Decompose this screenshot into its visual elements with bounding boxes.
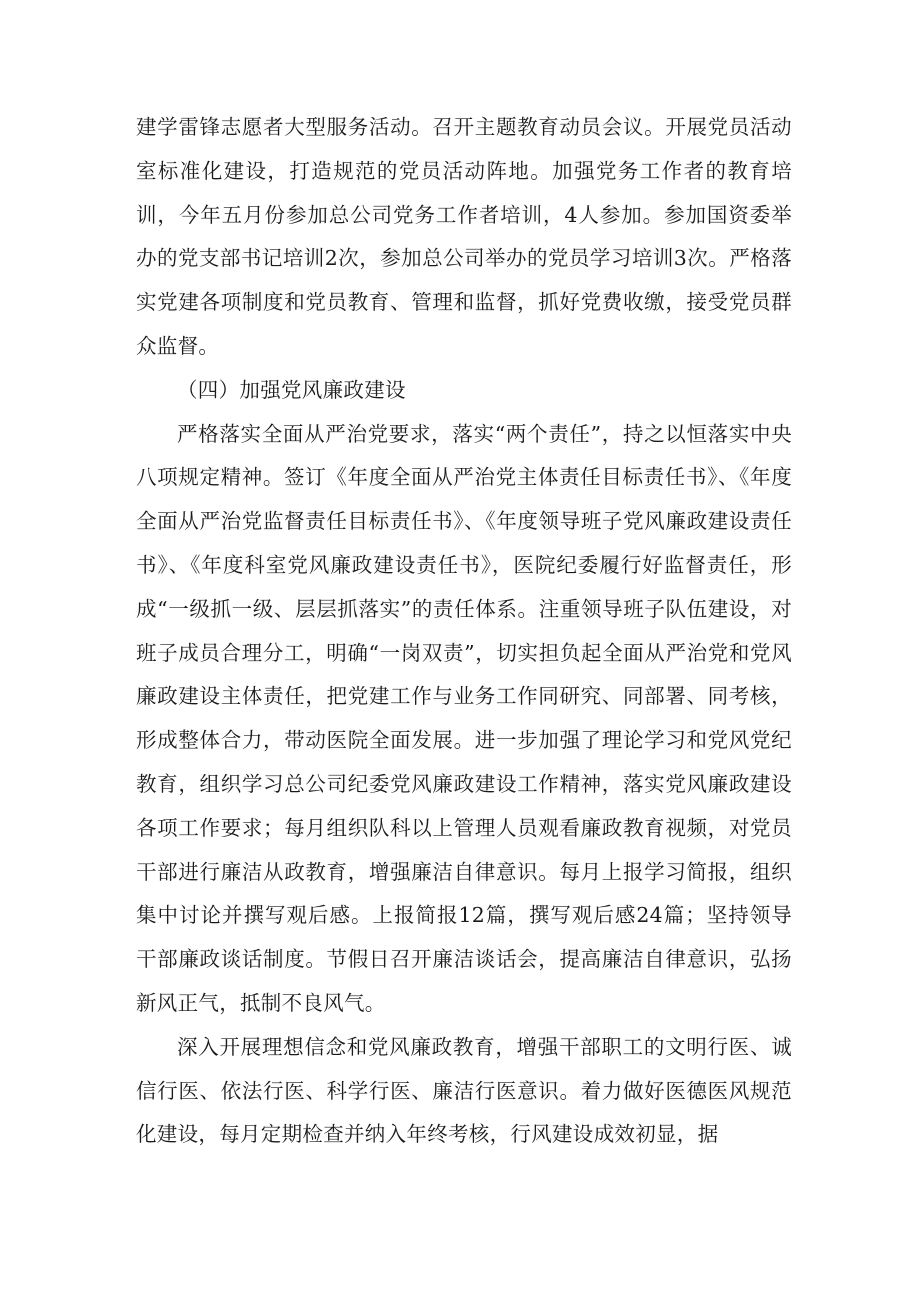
paragraph-ideals-education: 深入开展理想信念和党风廉政教育，增强干部职工的文明行医、诚信行医、依法行医、科学行医、廉洁行医意识。着力做好医德医风规范化建设，每月定期检查并纳入年终考核，行风建设成效初显，据 [136, 1034, 792, 1147]
section-heading-integrity: （四）加强党风廉政建设 [177, 377, 406, 402]
document-body [136, 106, 792, 1157]
paragraph-strict-governance: 严格落实全面从严治党要求，落实“两个责任”，持之以恒落实中央八项规定精神。签订《年度全面从严治党主体责任目标责任书》、《年度全面从严治党监督责任目标责任书》、《年度领导班子党风廉政建设责任书》、《年度科室党风廉政建设责任书》，医院纪委履行好监督责任，形成“一级抓一级、层层抓落实”的责任体系。注重领导班子队伍建设，对班子成员合理分工，明确“一岗双责”，切实担负起全面从严治党和党风廉政建设主体责任，把党建工作与业务工作同研究、同部署、同考核，形成整体合力，带动医院全面发展。进一步加强了理论学习和党风党纪教育，组织学习总公司纪委党风廉政建设工作精神，落实党风廉政建设各项工作要求；每月组织队科以上管理人员观看廉政教育视频，对党员干部进行廉洁从政教育，增强廉洁自律意识。每月上报学习简报，组织集中讨论并撰写观后感。上报简报12篇，撰写观后感24篇；坚持领导干部廉政谈话制度。节假日召开廉洁谈话会，提高廉洁自律意识，弘扬新风正气，抵制不良风气。 [136, 421, 792, 1015]
paragraph-party-building: 建学雷锋志愿者大型服务活动。召开主题教育动员会议。开展党员活动室标准化建设，打造规范的党员活动阵地。加强党务工作者的教育培训，今年五月份参加总公司党务工作者培训，4人参加。参加国资委举办的党支部书记培训2次，参加总公司举办的党员学习培训3次。严格落实党建各项制度和党员教育、管理和监督，抓好党费收缴，接受党员群众监督。 [136, 115, 792, 358]
